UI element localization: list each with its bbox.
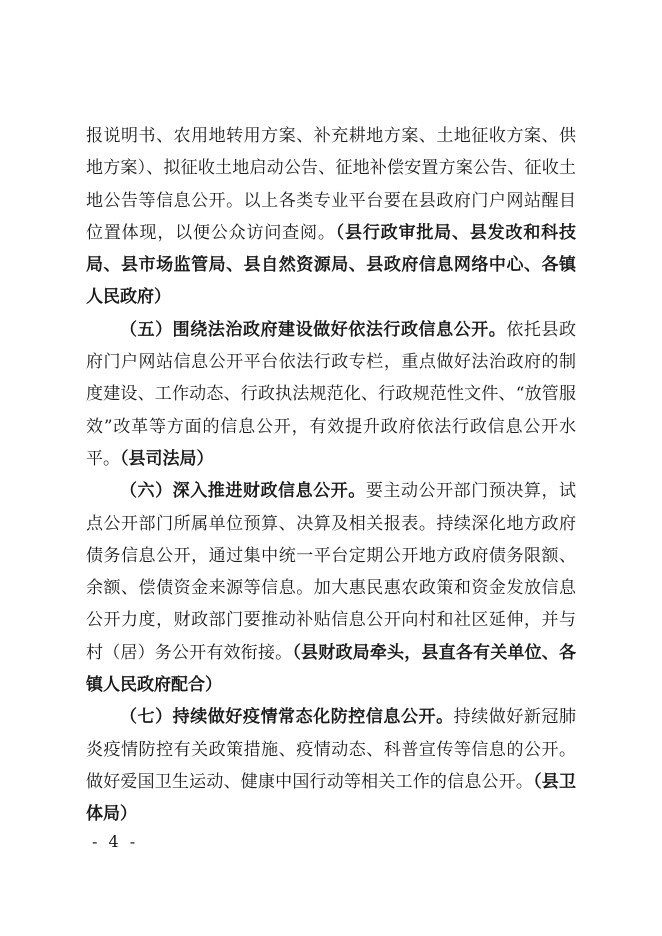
- paragraph-section-six: [86, 475, 576, 701]
- paragraph-text: 报说明书、农用地转用方案、补充耕地方案、土地征收方案、供地方案）、拟征收土地启动公告、征地补偿安置方案公告、征收土地公告等信息公开。以上各类专业平台要在县政府门户网站醒目位置体现，以便公众访问查阅。: [86, 126, 576, 243]
- paragraph-text: 依托县政府门户网站信息公开平台依法行政专栏，重点做好法治政府的制度建设、工作动态、行政执法规范化、行政规范性文件、“放管服效”改革等方面的信息公开，有效提升政府依法行政信息公开水平。: [86, 319, 577, 469]
- page-number: - 4 -: [92, 832, 139, 851]
- section-heading: （六）深入推进财政信息公开。: [120, 481, 366, 502]
- paragraph-land-information: [86, 120, 576, 314]
- document-body: [86, 120, 576, 831]
- paragraph-section-five: [86, 314, 576, 475]
- responsible-units: （县财政局牵头，县直各有关单位、各镇人民政府配合）: [86, 642, 577, 696]
- section-heading: （七）持续做好疫情常态化防控信息公开。: [120, 707, 454, 728]
- responsible-units: （县司法局）: [120, 448, 214, 469]
- paragraph-text: 持续做好新冠肺炎疫情防控有关政策措施、疫情动态、科普宣传等信息的公开。做好爱国卫生运动、健康中国行动等相关工作的信息公开。: [86, 707, 577, 792]
- section-heading: （五）围绕法治政府建设做好依法行政信息公开。: [120, 319, 507, 340]
- paragraph-section-seven: [86, 701, 576, 830]
- paragraph-text: 要主动公开部门预决算，试点公开部门所属单位预算、决算及相关报表。持续深化地方政府债务信息公开，通过集中统一平台定期公开地方政府债务限额、余额、偿债资金来源等信息。加大惠民惠农政策和资金发放信息公开力度，财政部门要推动补贴信息公开向村和社区延伸，并与村（居）务公开有效衔接。: [86, 481, 577, 663]
- responsible-units: （县行政审批局、县发改和科技局、县市场监管局、县自然资源局、县政府信息网络中心、各镇人民政府）: [86, 222, 577, 308]
- responsible-units: （县卫体局）: [86, 771, 577, 825]
